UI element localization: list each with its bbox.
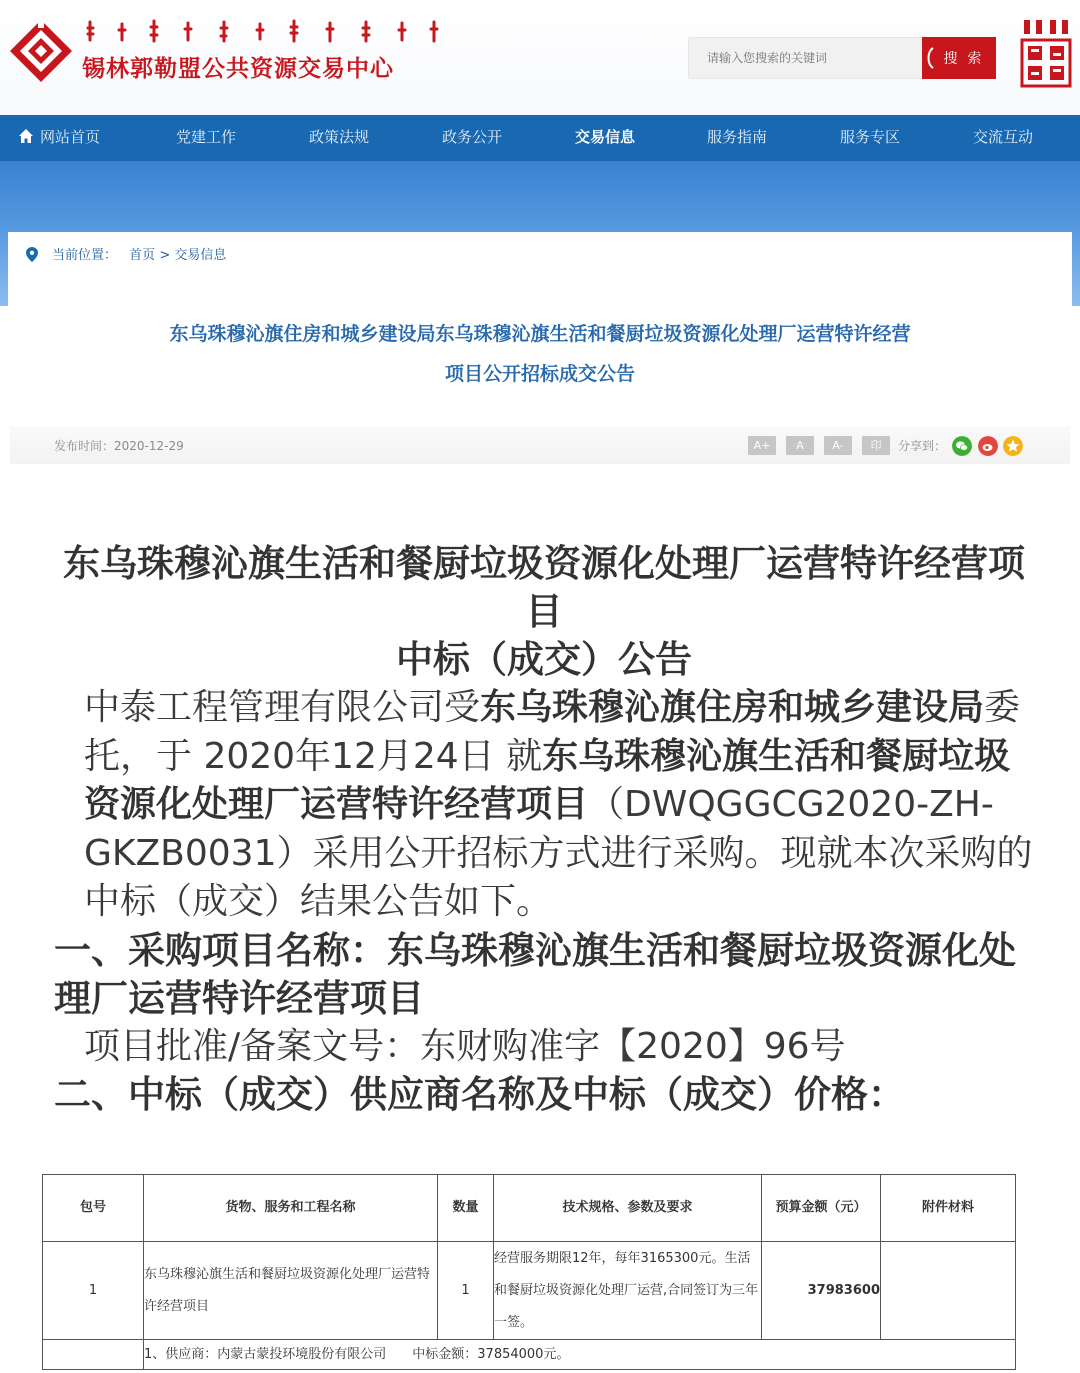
wechat-icon[interactable] <box>952 436 972 456</box>
quantity: 1 <box>438 1242 494 1340</box>
font-larger-button[interactable]: A+ <box>748 436 776 455</box>
package-number: 1 <box>43 1242 144 1340</box>
share-label: 分享到： <box>898 439 947 453</box>
table-header: 附件材料 <box>881 1175 1016 1242</box>
section-heading-2: 二、中标（成交）供应商名称及中标（成交）价格： <box>54 1073 905 1116</box>
search-button-ornament-icon <box>919 40 941 76</box>
text-span: 委托，于 2020年12月24日 就 <box>84 687 1021 777</box>
mongolian-script-logo <box>84 18 444 44</box>
search-button[interactable]: 搜 索 <box>922 37 996 79</box>
home-icon <box>18 128 34 144</box>
publish-time: 发布时间：2020-12-29 <box>54 439 184 453</box>
attachment[interactable] <box>881 1242 1016 1340</box>
breadcrumb-home-link[interactable]: 首页 <box>129 248 156 263</box>
main-nav <box>0 115 1080 161</box>
breadcrumb-label: 当前位置： <box>52 248 118 263</box>
breadcrumb <box>26 244 226 263</box>
print-button[interactable]: 印 <box>862 436 890 455</box>
approval-number: 项目批准/备案文号：东财购准字【2020】96号 <box>84 1025 846 1067</box>
table-header: 包号 <box>43 1175 144 1242</box>
font-smaller-button[interactable]: A- <box>824 436 852 455</box>
nav-item-label: 网站首页 <box>40 128 101 146</box>
notice-title-line: 东乌珠穆沁旗住房和城乡建设局东乌珠穆沁旗生活和餐厨垃圾资源化处理厂运营特许经营 <box>169 323 911 345</box>
nav-item-interaction[interactable]: 交流互动 <box>973 128 1034 146</box>
spec-requirements: 经营服务期限12年，每年3165300元。生活和餐厨垃圾资源化处理厂运营,合同签订为三年一签。 <box>494 1242 762 1340</box>
budget-amount: 37983600 <box>762 1242 881 1340</box>
article-body <box>54 540 1034 1119</box>
weibo-icon[interactable] <box>978 436 998 456</box>
logo-icon[interactable] <box>8 18 74 84</box>
text-span: （DWQGGCG2020-ZH-GKZB0031）采用公开招标方式进行采购。现就本次采购的中标（成交）结果公告如下。 <box>84 784 1033 922</box>
nav-item-party[interactable]: 党建工作 <box>176 128 237 146</box>
table-header: 货物、服务和工程名称 <box>144 1175 438 1242</box>
table-row <box>43 1242 1016 1340</box>
site-header <box>0 0 1080 115</box>
table-cell-empty <box>43 1340 144 1370</box>
table-row <box>43 1340 1016 1370</box>
nav-item-policy[interactable]: 政策法规 <box>309 128 370 146</box>
goods-name: 东乌珠穆沁旗生活和餐厨垃圾资源化处理厂运营特许经营项目 <box>144 1242 438 1340</box>
search-input[interactable] <box>688 37 928 79</box>
nav-item-service-guide[interactable]: 服务指南 <box>707 128 768 146</box>
article-title: 东乌珠穆沁旗生活和餐厨垃圾资源化处理厂运营特许经营项目 <box>63 542 1025 633</box>
breadcrumb-separator: > <box>159 248 171 263</box>
table-header: 技术规格、参数及要求 <box>494 1175 762 1242</box>
article-paragraph <box>54 684 1034 927</box>
nav-item-home[interactable] <box>18 115 100 161</box>
seal-icon <box>1020 18 1072 88</box>
entrusting-party: 东乌珠穆沁旗住房和城乡建设局 <box>480 687 985 728</box>
award-table <box>42 1174 1016 1370</box>
nav-item-service-zone[interactable]: 服务专区 <box>840 128 901 146</box>
qzone-icon[interactable] <box>1003 436 1023 456</box>
text-span: 中泰工程管理有限公司受 <box>84 687 481 728</box>
location-pin-icon <box>26 247 38 262</box>
notice-title <box>60 314 1020 394</box>
supplier-line: 1、供应商：内蒙古蒙投环境股份有限公司 中标金额：37854000元。 <box>144 1340 1016 1370</box>
table-header-row <box>43 1175 1016 1242</box>
table-header: 数量 <box>438 1175 494 1242</box>
nav-item-trade-info[interactable]: 交易信息 <box>575 128 636 146</box>
section-heading-1: 一、采购项目名称：东乌珠穆沁旗生活和餐厨垃圾资源化处理厂运营特许经营项目 <box>54 928 1016 1020</box>
breadcrumb-current[interactable]: 交易信息 <box>174 248 227 263</box>
nav-item-gov-affairs[interactable]: 政务公开 <box>442 128 503 146</box>
table-header: 预算金额（元） <box>762 1175 881 1242</box>
font-normal-button[interactable]: A <box>786 436 814 455</box>
project-name: 东乌珠穆沁旗生活和餐厨垃圾资源化处理厂运营特许经营项目 <box>84 735 1011 825</box>
notice-title-line: 项目公开招标成交公告 <box>444 363 635 385</box>
article-subtitle: 中标（成交）公告 <box>396 638 692 681</box>
site-name[interactable]: 锡林郭勒盟公共资源交易中心 <box>82 55 394 82</box>
